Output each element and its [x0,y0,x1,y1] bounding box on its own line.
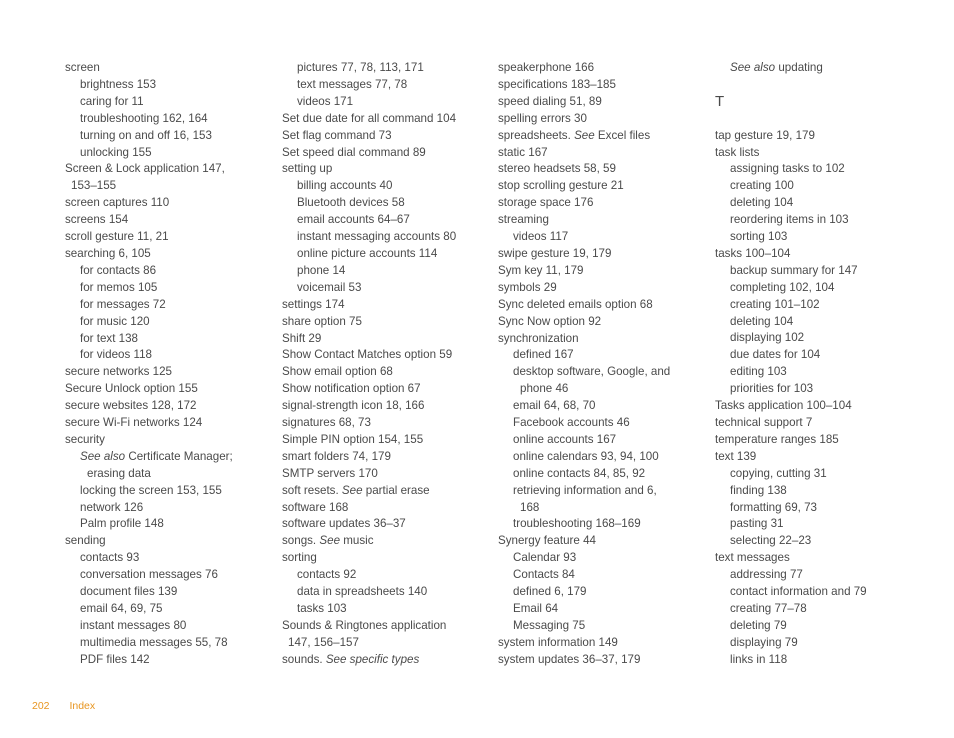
index-subentry: creating 77–78 [730,601,807,615]
index-subentry [715,60,920,77]
entry-text: spreadsheets. [498,128,575,142]
index-subentry: formatting 69, 73 [730,500,818,514]
entry-text: partial erase [362,483,430,497]
spacer [715,77,920,94]
index-entry: sorting [282,551,317,565]
index-subentry: conversation messages 76 [80,568,218,582]
index-subentry: Facebook accounts 46 [513,416,630,430]
index-entry: system updates 36–37, 179 [498,652,641,666]
index-subentry: completing 102, 104 [730,280,835,294]
index-entry: screen [65,61,100,74]
index-subentry: pasting 31 [730,517,784,531]
index-subentry: links in 118 [730,652,788,666]
index-entry: Tasks application 100–104 [715,399,852,413]
section-name: Index [69,700,96,712]
index-entry: speed dialing 51, 89 [498,94,602,108]
index-entry: sending [65,534,106,548]
index-subentry [65,449,265,466]
index-entry: Show email option 68 [282,365,393,379]
index-entry: secure websites 128, 172 [65,399,197,413]
index-entry: screens 154 [65,213,129,227]
index-subentry: finding 138 [730,483,787,497]
index-subentry: data in spreadsheets 140 [297,585,428,599]
see-also-reference: See also [730,61,776,74]
index-subentry: unlocking 155 [80,145,152,159]
index-subentry: due dates for 104 [730,348,821,362]
index-subentry: assigning tasks to 102 [730,162,845,176]
index-subentry: copying, cutting 31 [730,466,827,480]
index-entry: smart folders 74, 179 [282,449,391,463]
index-subentry: Messaging 75 [513,618,586,632]
see-reference: See [319,534,341,548]
entry-text: soft resets. [282,483,342,497]
see-also-reference: See also [80,449,126,463]
index-entry [282,533,482,550]
index-subentry: instant messages 80 [80,618,187,632]
section-letter: T [715,92,725,110]
index-subentry: online picture accounts 114 [297,246,438,260]
entry-text: Excel files [594,128,651,142]
index-subentry: locking the screen 153, 155 [80,483,222,497]
index-subentry: videos 171 [297,94,354,108]
index-subentry: for memos 105 [80,280,158,294]
index-subentry: caring for 11 [80,94,144,108]
index-subentry: for messages 72 [80,297,166,311]
index-subentry: contacts 93 [80,551,140,565]
index-subentry: defined 167 [513,348,574,362]
index-entry: symbols 29 [498,280,557,294]
index-subentry: deleting 104 [730,314,794,328]
index-subentry: PDF files 142 [80,652,150,666]
index-subentry: text messages 77, 78 [297,77,408,91]
index-entry: tap gesture 19, 179 [715,128,815,142]
index-entry: Sync Now option 92 [498,314,602,328]
index-column-3 [498,60,703,669]
index-entry: Sync deleted emails option 68 [498,297,653,311]
index-subentry: sorting 103 [730,230,788,244]
index-entry: scroll gesture 11, 21 [65,230,169,244]
index-subentry: brightness 153 [80,77,157,91]
index-subentry: displaying 102 [730,331,805,345]
index-entry: task lists [715,145,760,159]
see-reference: See [341,483,363,497]
index-subentry: contact information and 79 [730,585,867,599]
index-entry: speakerphone 166 [498,61,595,74]
index-entry: specifications 183–185 [498,77,616,91]
index-entry [498,128,703,145]
index-subentry: 153–155 [71,179,117,193]
index-entry: stop scrolling gesture 21 [498,179,624,193]
index-entry: Sounds & Ringtones application [282,618,447,632]
see-reference: See [574,128,595,142]
index-subentry: for contacts 86 [80,263,157,277]
index-entry: signal-strength icon 18, 166 [282,399,425,413]
index-entry: Set due date for all command 104 [282,111,457,125]
page-footer [32,700,95,712]
index-entry: swipe gesture 19, 179 [498,246,612,260]
index-subentry: creating 101–102 [730,297,820,311]
index-subentry: phone 46 [520,382,569,396]
index-subentry: online accounts 167 [513,432,617,446]
index-entry: screen captures 110 [65,196,170,210]
index-subentry: pictures 77, 78, 113, 171 [297,61,424,74]
index-entry: static 167 [498,145,548,159]
see-reference: See specific types [325,652,420,666]
index-subentry: Contacts 84 [513,568,575,582]
index-entry: SMTP servers 170 [282,466,378,480]
index-subentry: 168 [520,500,540,514]
index-column-2 [282,60,482,669]
index-entry: Show Contact Matches option 59 [282,348,453,362]
index-subentry: turning on and off 16, 153 [80,128,212,142]
index-entry [282,652,482,669]
index-entry: Show notification option 67 [282,382,421,396]
page-number: 202 [32,700,50,712]
index-subentry: videos 117 [513,230,569,244]
index-entry: settings 174 [282,297,345,311]
index-entry: Sym key 11, 179 [498,263,584,277]
entry-text: songs. [282,534,320,548]
index-entry: software updates 36–37 [282,517,406,531]
index-subentry: Bluetooth devices 58 [297,196,405,210]
index-entry: stereo headsets 58, 59 [498,162,616,176]
index-subentry: troubleshooting 162, 164 [80,111,208,125]
index-subentry: multimedia messages 55, 78 [80,635,228,649]
index-subentry: tasks 103 [297,602,347,615]
index-entry: temperature ranges 185 [715,432,839,446]
index-entry: text 139 [715,449,757,463]
index-entry: synchronization [498,331,579,345]
index-subentry: online calendars 93, 94, 100 [513,449,659,463]
index-subentry: erasing data [87,466,151,480]
index-subentry: voicemail 53 [297,280,362,294]
index-entry: system information 149 [498,635,618,649]
index-subentry: addressing 77 [730,568,803,582]
index-subentry: displaying 79 [730,635,798,649]
index-entry: signatures 68, 73 [282,416,371,430]
index-subentry: billing accounts 40 [297,179,393,193]
index-entry: setting up [282,162,333,176]
index-subentry: for videos 118 [80,348,152,362]
index-subentry: email accounts 64–67 [297,213,410,227]
index-entry: security [65,432,105,446]
index-subentry: phone 14 [297,263,346,277]
index-entry: technical support 7 [715,416,813,429]
index-subentry: troubleshooting 168–169 [513,517,641,531]
index-subentry: 147, 156–157 [288,635,359,649]
index-subentry: backup summary for 147 [730,263,858,277]
index-entry: Secure Unlock option 155 [65,382,198,396]
index-entry: secure Wi-Fi networks 124 [65,416,203,430]
index-subentry: defined 6, 179 [513,585,587,599]
index-subentry: priorities for 103 [730,382,814,396]
entry-text: updating [775,61,823,74]
index-entry: Simple PIN option 154, 155 [282,432,424,446]
spacer [715,111,920,128]
entry-text: Certificate Manager; [125,449,233,463]
index-entry: Screen & Lock application 147, [65,162,225,176]
index-subentry: online contacts 84, 85, 92 [513,466,646,480]
index-subentry: network 126 [80,500,144,514]
index-entry: software 168 [282,500,349,514]
index-entry: Set speed dial command 89 [282,145,426,159]
index-subentry: email 64, 69, 75 [80,602,163,615]
index-subentry: instant messaging accounts 80 [297,230,457,244]
index-subentry: Calendar 93 [513,551,577,565]
index-entry [282,483,482,500]
index-entry: Synergy feature 44 [498,534,596,548]
index-entry: spelling errors 30 [498,111,587,125]
index-entry: Shift 29 [282,331,322,345]
index-subentry: creating 100 [730,179,794,193]
index-subentry: selecting 22–23 [730,534,812,548]
index-subentry: email 64, 68, 70 [513,399,596,413]
index-entry: searching 6, 105 [65,246,151,260]
index-column-1 [65,60,265,669]
index-subentry: for text 138 [80,331,139,345]
index-subentry: Email 64 [513,602,559,615]
index-subentry: reordering items in 103 [730,213,849,227]
index-entry: tasks 100–104 [715,246,791,260]
index-subentry: contacts 92 [297,568,357,582]
index-entry: storage space 176 [498,196,594,210]
index-subentry: for music 120 [80,314,150,328]
index-subentry: editing 103 [730,365,787,379]
index-subentry: document files 139 [80,585,178,599]
index-subentry: desktop software, Google, and [513,365,671,379]
index-entry: text messages [715,551,790,565]
index-entry: share option 75 [282,314,362,328]
index-column-4 [715,60,920,669]
index-entry: streaming [498,213,549,227]
index-subentry: deleting 104 [730,196,794,210]
index-subentry: Palm profile 148 [80,517,164,531]
entry-text: sounds. [282,652,326,666]
index-entry: Set flag command 73 [282,128,392,142]
index-entry: secure networks 125 [65,365,172,379]
entry-text: music [340,534,374,548]
index-subentry: deleting 79 [730,618,787,632]
index-subentry: retrieving information and 6, [513,483,657,497]
